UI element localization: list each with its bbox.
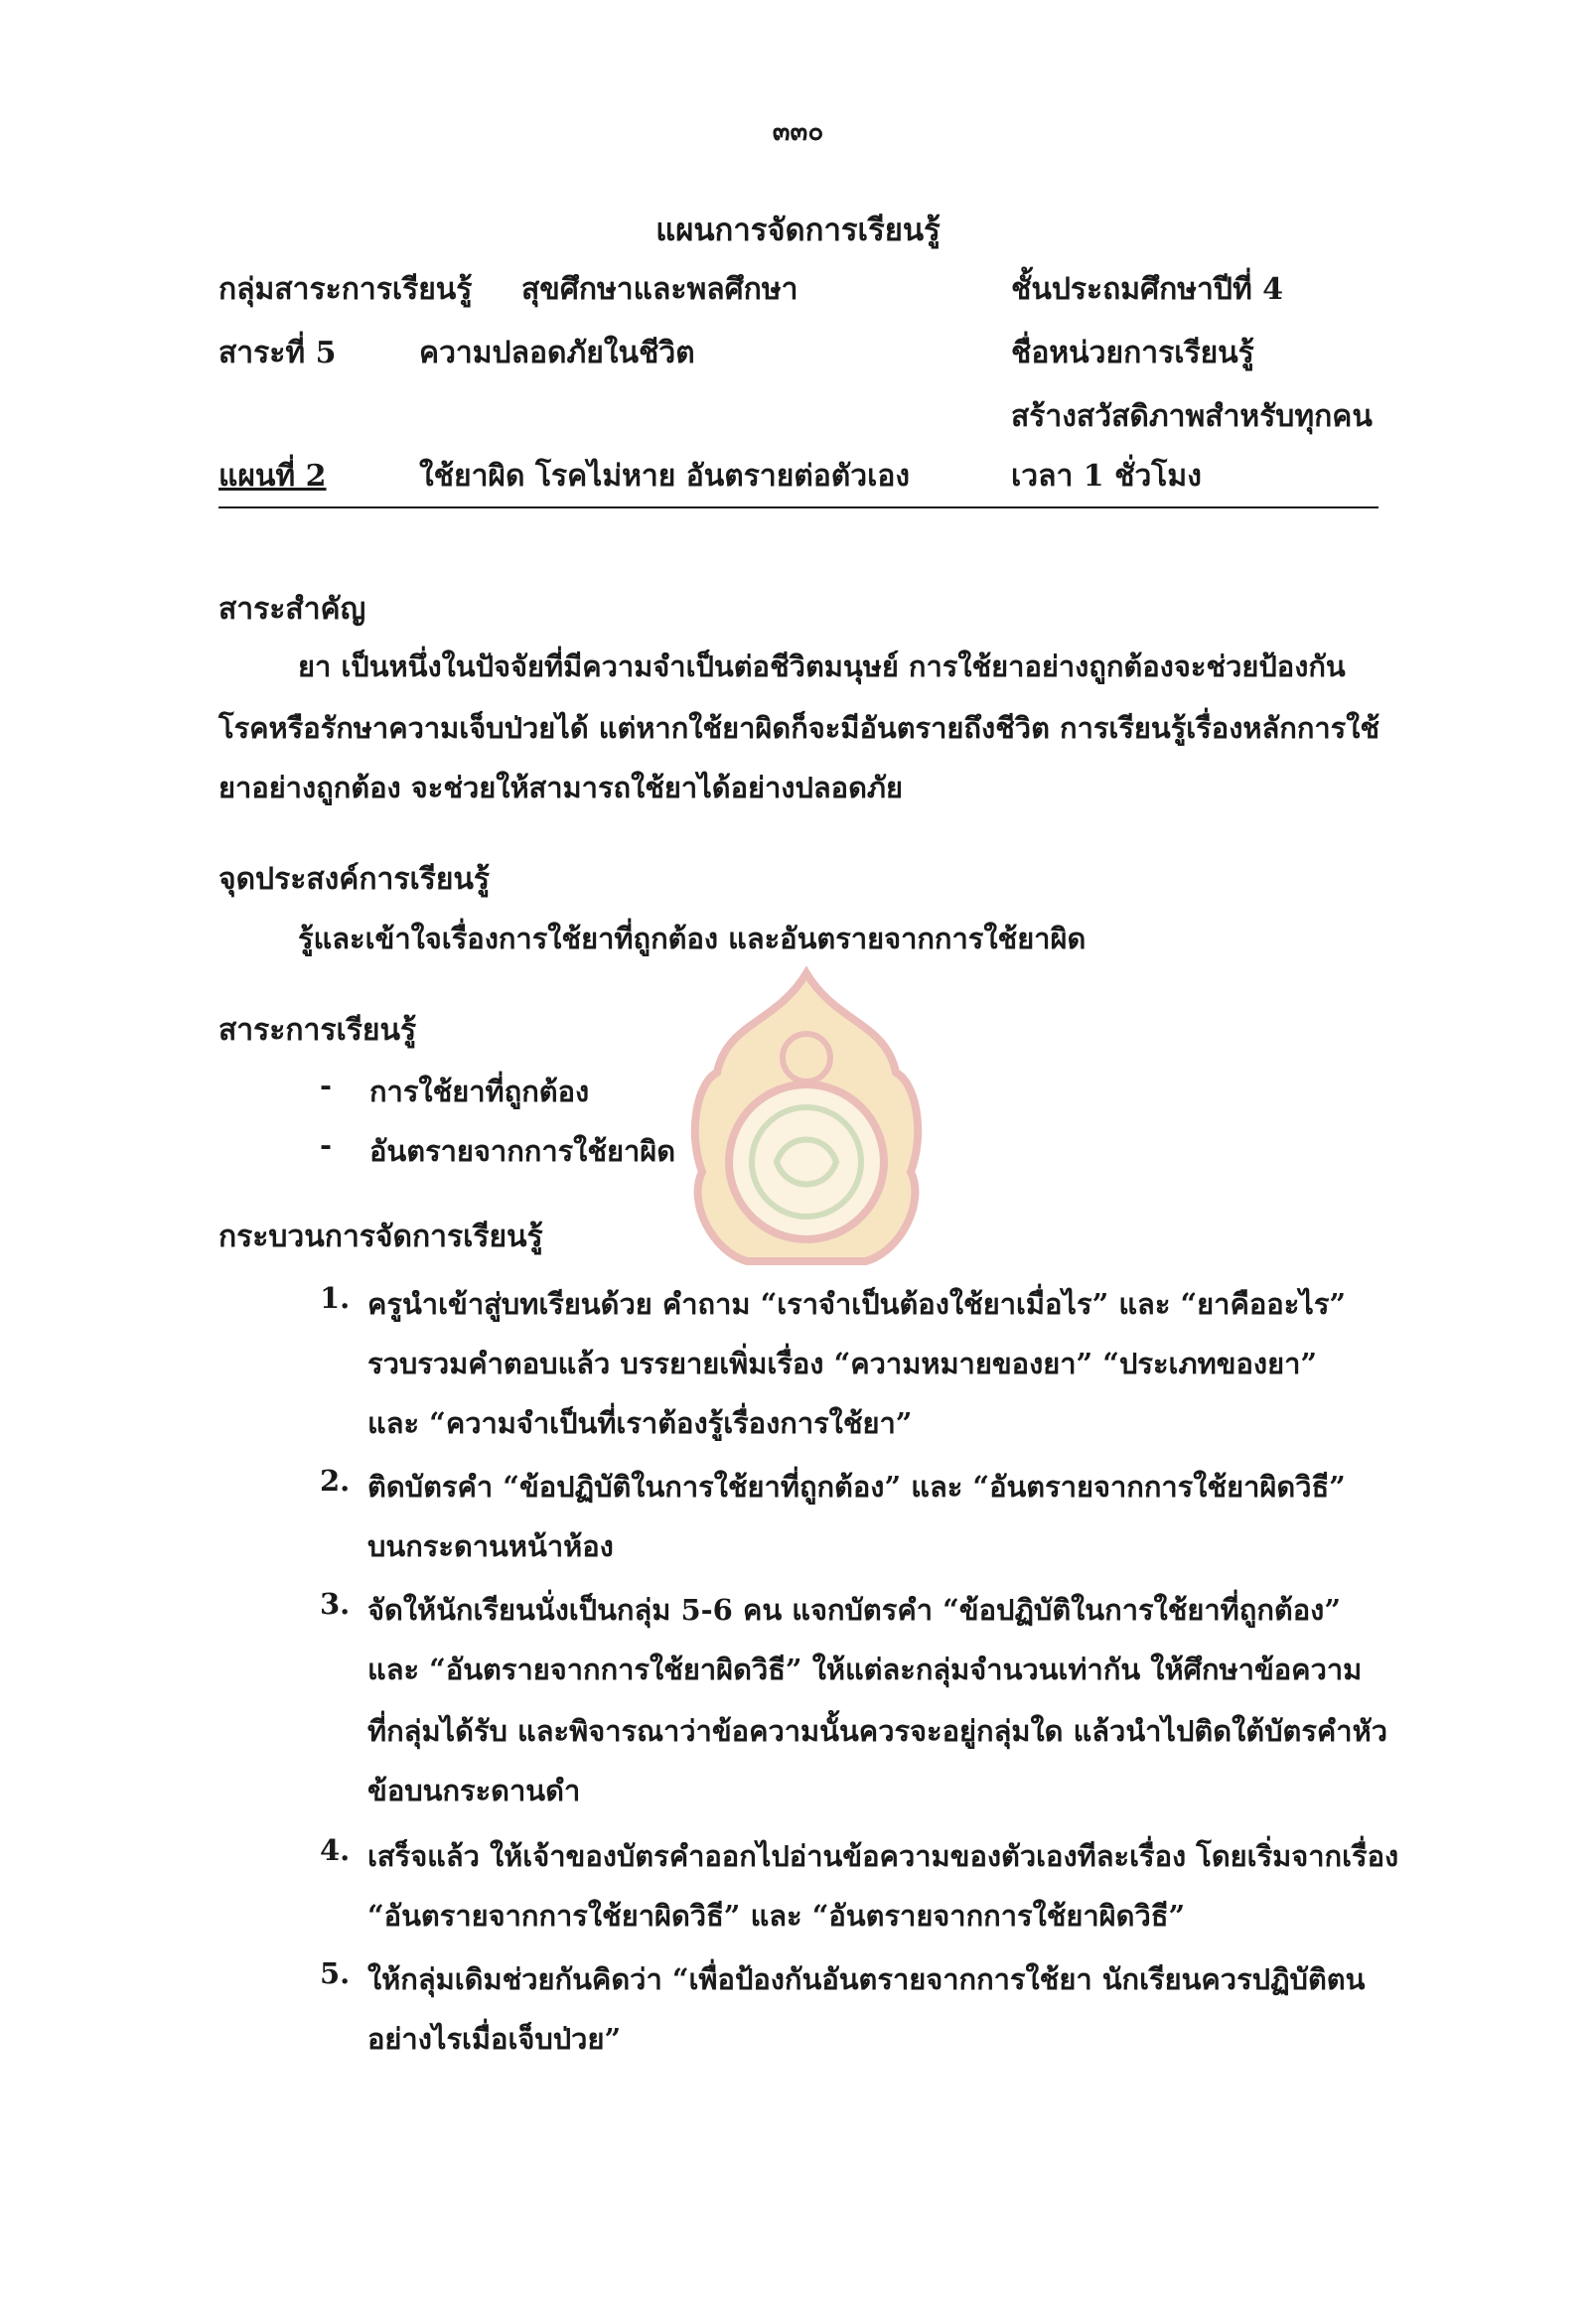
header-divider [218,506,1378,508]
plan-value: ใช้ยาผิด โรคไม่หาย อันตรายต่อตัวเอง [419,459,911,494]
step-line: และ “อันตรายจากการใช้ยาผิดวิธี” ให้แต่ละกลุ่มจำนวนเท่ากัน ให้ศึกษาข้อความ [367,1653,1363,1686]
step-line: จัดให้นักเรียนนั่งเป็นกลุ่ม 5-6 คน แจกบัตรคำ “ข้อปฏิบัติในการใช้ยาที่ถูกต้อง” [367,1593,1341,1627]
page-title: แผนการจัดการเรียนรู้ [655,213,941,248]
content-item: การใช้ยาที่ถูกต้อง [369,1075,590,1108]
step-line: บนกระดานหน้าห้อง [367,1529,614,1563]
step-line: รวบรวมคำตอบแล้ว บรรยายเพิ่มเรื่อง “ความหมายของยา” “ประเภทของยา” [367,1347,1318,1380]
step-line: ให้กลุ่มเดิมช่วยกันคิดว่า “เพื่อป้องกันอันตรายจากการใช้ยา นักเรียนควรปฏิบัติตน [367,1962,1366,1996]
objectives-text: รู้และเข้าใจเรื่องการใช้ยาที่ถูกต้อง และอันตรายจากการใช้ยาผิด [298,922,1087,955]
grade-level: ชั้นประถมศึกษาปีที่ 4 [1011,272,1284,307]
objectives-heading: จุดประสงค์การเรียนรู้ [218,862,491,897]
step-number: 3. [320,1587,351,1621]
step-line: ข้อบนกระดานดำ [367,1774,581,1807]
step-line: ที่กลุ่มได้รับ และพิจารณาว่าข้อความนั้นควรจะอยู่กลุ่มใด แล้วนำไปติดใต้บัตรคำหัว [367,1714,1387,1748]
step-line: ครูนำเข้าสู่บทเรียนด้วย คำถาม “เราจำเป็นต้องใช้ยาเมื่อไร” และ “ยาคืออะไร” [367,1287,1347,1321]
step-line: เสร็จแล้ว ให้เจ้าของบัตรคำออกไปอ่านข้อความของตัวเองทีละเรื่อง โดยเริ่มจากเรื่อง [367,1839,1399,1873]
time-allotment: เวลา 1 ชั่วโมง [1011,459,1202,494]
strand-label: สาระที่ 5 [218,336,337,370]
group-label: กลุ่มสาระการเรียนรู้ [218,272,473,307]
key-concept-heading: สาระสำคัญ [218,592,366,627]
unit-value: สร้างสวัสดิภาพสำหรับทุกคน [1011,399,1373,434]
plan-label: แผนที่ 2 [218,459,327,494]
step-number: 4. [320,1833,351,1867]
content-heading: สาระการเรียนรู้ [218,1013,417,1048]
page-number: ๓๓๐ [772,117,824,147]
key-concept-line: โรคหรือรักษาความเจ็บป่วยได้ แต่หากใช้ยาผิดก็จะมีอันตรายถึงชีวิต การเรียนรู้เรื่องหลักการใช้ [218,711,1380,745]
bullet-dash: - [320,1128,333,1162]
step-number: 2. [320,1464,351,1498]
step-number: 1. [320,1281,351,1315]
step-line: “อันตรายจากการใช้ยาผิดวิธี” และ “อันตรายจากการใช้ยาผิดวิธี” [367,1899,1186,1933]
process-heading: กระบวนการจัดการเรียนรู้ [218,1220,543,1254]
step-line: ติดบัตรคำ “ข้อปฏิบัติในการใช้ยาที่ถูกต้อง” และ “อันตรายจากการใช้ยาผิดวิธี” [367,1470,1346,1504]
bullet-dash: - [320,1069,333,1102]
key-concept-line: ยาอย่างถูกต้อง จะช่วยให้สามารถใช้ยาได้อย่างปลอดภัย [218,771,904,804]
step-line: และ “ความจำเป็นที่เราต้องรู้เรื่องการใช้ยา” [367,1406,913,1440]
unit-label: ชื่อหน่วยการเรียนรู้ [1011,336,1254,370]
emblem-watermark-icon [657,963,955,1291]
step-number: 5. [320,1956,351,1990]
content-item: อันตรายจากการใช้ยาผิด [369,1134,676,1168]
strand-value: ความปลอดภัยในชีวิต [419,336,695,370]
key-concept-line: ยา เป็นหนึ่งในปัจจัยที่มีความจำเป็นต่อชีวิตมนุษย์ การใช้ยาอย่างถูกต้องจะช่วยป้องกัน [298,649,1346,683]
step-line: อย่างไรเมื่อเจ็บป่วย” [367,2022,622,2056]
group-value: สุขศึกษาและพลศึกษา [521,272,798,307]
